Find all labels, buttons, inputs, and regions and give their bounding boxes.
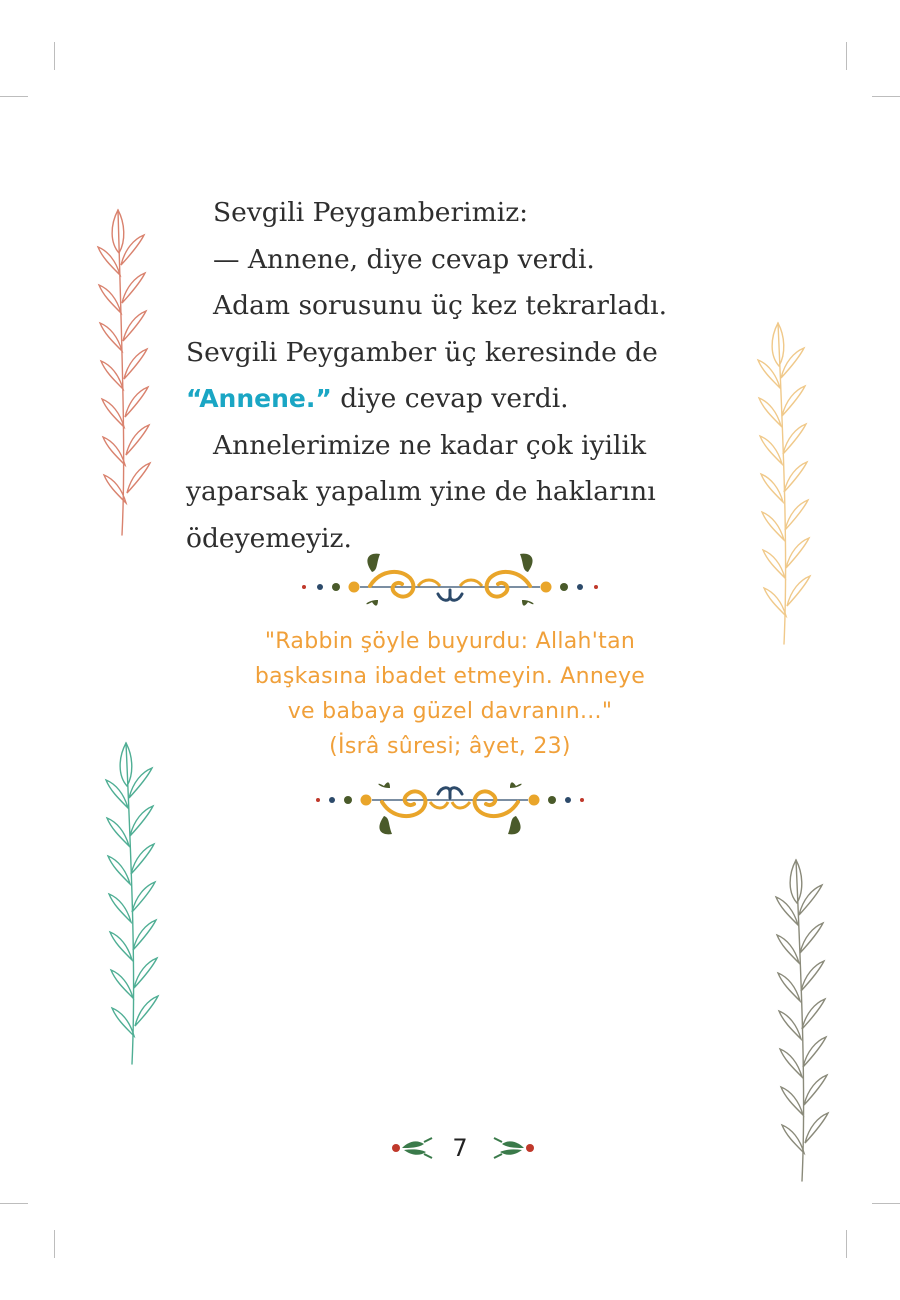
- paragraph: [186, 237, 746, 284]
- crop-mark: [0, 1203, 28, 1204]
- text-line: — Annene, diye cevap verdi.: [213, 243, 595, 275]
- crop-mark: [846, 42, 847, 70]
- quote-line: ve babaya güzel davranın...": [287, 699, 613, 724]
- text-line: Annelerimize ne kadar çok iyilik yaparsak yapalım yine de haklarını ödeyemeyiz.: [186, 429, 656, 554]
- crop-mark: [872, 1203, 900, 1204]
- text-segment: diye cevap verdi.: [331, 383, 569, 414]
- crop-mark: [846, 1230, 847, 1258]
- quote-line: başkasına ibadet etmeyin. Anneye: [254, 664, 646, 689]
- page-number-area: [380, 1130, 540, 1170]
- paragraph: [186, 283, 746, 423]
- quote-line: "Rabbin şöyle buyurdu: Allah'tan: [264, 629, 636, 654]
- paragraph: [186, 190, 746, 237]
- crop-mark: [872, 96, 900, 97]
- leaf-sprig-icon: [768, 855, 840, 1185]
- floral-divider-icon: [300, 780, 600, 840]
- paragraph: [186, 423, 746, 563]
- floral-divider-icon: [300, 550, 600, 610]
- floral-page-number-icon: [490, 1136, 536, 1160]
- leaf-sprig-icon: [748, 318, 820, 648]
- verse-quote: [200, 624, 700, 764]
- highlighted-word: “Annene.”: [186, 384, 332, 413]
- body-text: [186, 190, 746, 562]
- crop-mark: [54, 1230, 55, 1258]
- page-number: 7: [452, 1134, 468, 1162]
- leaf-sprig-icon: [92, 205, 162, 540]
- text-segment: Adam sorusunu üç kez tekrarladı. Sevgili Peygamber üç keresinde de: [186, 290, 668, 368]
- leaf-sprig-icon: [100, 738, 170, 1068]
- quote-source: (İsrâ sûresi; âyet, 23): [329, 734, 571, 759]
- floral-page-number-icon: [390, 1136, 436, 1160]
- text-line: Sevgili Peygamberimiz:: [213, 197, 529, 228]
- crop-mark: [0, 96, 28, 97]
- crop-mark: [54, 42, 55, 70]
